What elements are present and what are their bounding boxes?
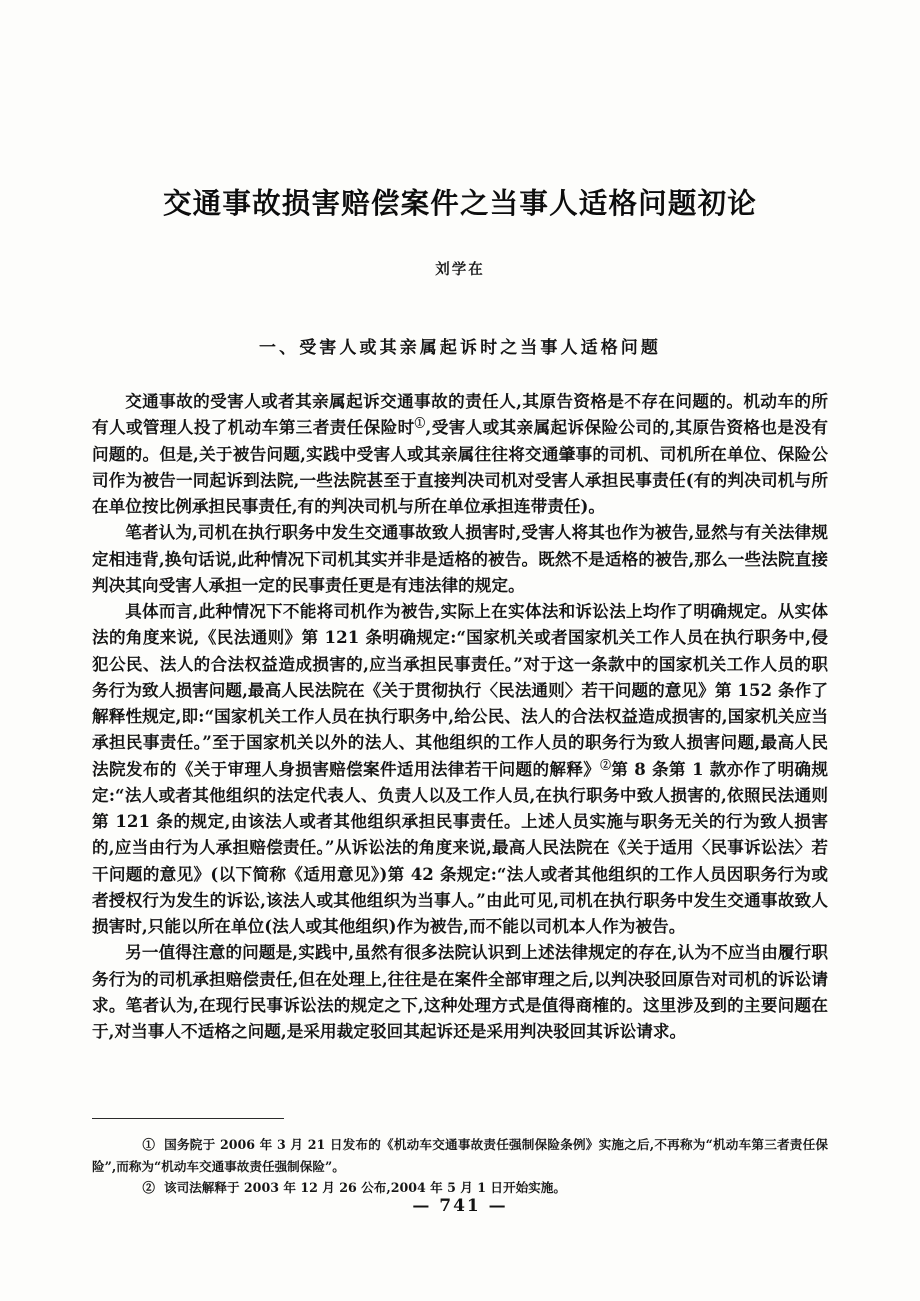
footnote-text-2: 该司法解释于 2003 年 12 月 26 公布,2004 年 5 月 1 日开始实施。 xyxy=(163,1180,566,1195)
paragraph-1 xyxy=(92,388,828,519)
paragraph-4: 另一值得注意的问题是,实践中,虽然有很多法院认识到上述法律规定的存在,认为不应当由履行职务行为的司机承担赔偿责任,但在处理上,往往是在案件全部审理之后,以判决驳回原告对司机的诉讼请求。笔者认为,在现行民事诉讼法的规定之下,这种处理方式是值得商榷的。这里涉及到的主要问题在于,对当事人不适格之问题,是采用裁定驳回其起诉还是采用判决驳回其诉讼请求。 xyxy=(92,942,828,1041)
author-name: 刘学在 xyxy=(435,260,485,278)
page-content-area xyxy=(92,0,828,1301)
page-title: 交通事故损害赔偿案件之当事人适格问题初论 xyxy=(162,186,757,220)
footnote-text-1: 国务院于 2006 年 3 月 21 日发布的《机动车交通事故责任强制保险条例》实施之后,不再称为“机动车第三者责任保险”,而称为“机动车交通事故责任强制保险”。 xyxy=(92,1137,828,1174)
paragraph-1-text-after-ref: ,受害人或其亲属起诉保险公司的,其原告资格也是没有问题的。但是,关于被告问题,实践中受害人或其亲属往往将交通肇事的司机、司机所在单位、保险公司作为被告一同起诉到法院,一些法院甚至于直接判决司机对受害人承担民事责任(有的判决司机与所在单位按比例承担民事责任,有的判决司机与所在单位承担连带责任)。 xyxy=(92,417,828,516)
title-block xyxy=(92,186,828,279)
paragraph-3-text-after-ref: 第 8 条第 1 款亦作了明确规定:“法人或者其他组织的法定代表人、负责人以及工作人员,在执行职务中致人损害的,依照民法通则第 121 条的规定,由该法人或者其他组织承担民事责任。上述人员实施与职务无关的行为致人损害的,应当由行为人承担赔偿责任。”从诉讼法的角度来说,最高人民法院在《关于适用〈民事诉讼法〉若干问题的意见》(以下简称《适用意见》)第 42 条规定:“法人或者其他组织的工作人员因职务行为或者授权行为发生的诉讼,该法人或其他组织为当事人。”由此可见,司机在执行职务中发生交通事故致人损害时,只能以所在单位(法人或其他组织)作为被告,而不能以司机本人作为被告。 xyxy=(92,758,829,936)
page-number: — 741 — xyxy=(412,1196,508,1216)
footnote-separator-rule xyxy=(92,1118,284,1119)
footnotes-area xyxy=(92,1134,828,1199)
footnote-ref-1[interactable]: ① xyxy=(414,416,426,430)
footnote-marker-1: ① xyxy=(142,1137,155,1152)
footnote-item-1 xyxy=(92,1134,828,1177)
paragraph-2: 笔者认为,司机在执行职务中发生交通事故致人损害时,受害人将其也作为被告,显然与有关法律规定相违背,换句话说,此种情况下司机其实并非是适格的被告。既然不是适格的被告,那么一些法院直接判决其向受害人承担一定的民事责任更是有违法律的规定。 xyxy=(92,522,828,595)
paragraph-3-text-before-ref: 具体而言,此种情况下不能将司机作为被告,实际上在实体法和诉讼法上均作了明确规定。从实体法的角度来说,《民法通则》第 121 条明确规定:“国家机关或者国家机关工作人员在执行职务中,侵犯公民、法人的合法权益造成损害的,应当承担民事责任。”对于这一条款中的国家机关工作人员的职务行为致人损害问题,最高人民法院在《关于贯彻执行〈民法通则〉若干问题的意见》第 152 条作了解释性规定,即:“国家机关工作人员在执行职务中,给公民、法人的合法权益造成损害的,国家机关应当承担民事责任。”至于国家机关以外的法人、其他组织的工作人员的职务行为致人损害问题,最高人民法院发布的《关于审理人身损害赔偿案件适用法律若干问题的解释》 xyxy=(92,601,828,779)
paragraph-3 xyxy=(92,598,828,939)
footnote-ref-2[interactable]: ② xyxy=(600,757,612,771)
body-text xyxy=(92,388,828,1044)
footnote-marker-2: ② xyxy=(142,1180,155,1195)
paragraph-1-text-before-ref: 交通事故的受害人或者其亲属起诉交通事故的责任人,其原告资格是不存在问题的。机动车的所有人或管理人投了机动车第三者责任保险时 xyxy=(92,391,828,438)
section-heading: 一、受害人或其亲属起诉时之当事人适格问题 xyxy=(259,338,661,358)
